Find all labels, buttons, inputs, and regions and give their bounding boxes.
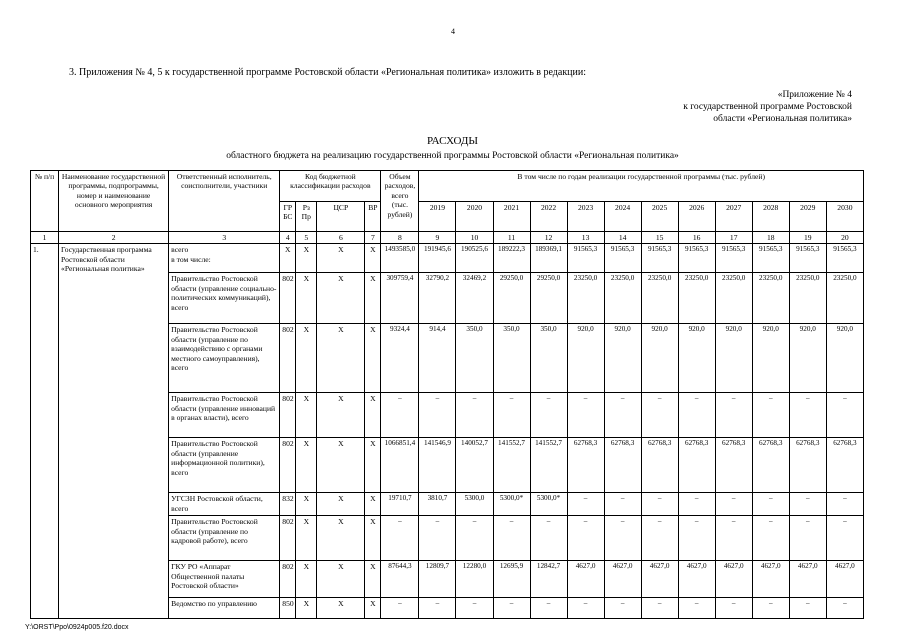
csr-cell: X (317, 493, 365, 516)
year-value-cell: – (826, 598, 863, 619)
year-value-cell: 91565,3 (641, 244, 678, 273)
year-value-cell: 4627,0 (567, 561, 604, 598)
year-value-cell: 62768,3 (641, 438, 678, 493)
column-number: 17 (715, 232, 752, 244)
year-value-cell: – (493, 516, 530, 561)
year-value-cell: – (493, 393, 530, 438)
year-value-cell: 5300,0* (530, 493, 567, 516)
grbs-cell: X (280, 244, 296, 273)
appendix-line-1: «Приложение № 4 (777, 90, 852, 100)
rzpr-cell: X (296, 516, 317, 561)
year-value-cell: 920,0 (567, 324, 604, 393)
header-year: 2025 (641, 201, 678, 232)
total-cell: 87644,3 (381, 561, 419, 598)
year-value-cell: – (752, 493, 789, 516)
header-year: 2023 (567, 201, 604, 232)
year-value-cell: 91565,3 (678, 244, 715, 273)
year-value-cell: – (456, 598, 493, 619)
year-value-cell: – (530, 393, 567, 438)
year-value-cell: – (604, 393, 641, 438)
column-number: 3 (169, 232, 280, 244)
year-value-cell: – (789, 493, 826, 516)
column-number: 9 (419, 232, 456, 244)
year-value-cell: – (826, 516, 863, 561)
column-number: 1 (31, 232, 59, 244)
year-value-cell: 141552,7 (530, 438, 567, 493)
total-cell: – (381, 393, 419, 438)
header-no: № п/п (31, 171, 59, 232)
vr-cell: X (365, 438, 381, 493)
vr-cell: X (365, 598, 381, 619)
year-value-cell: 920,0 (752, 324, 789, 393)
rzpr-cell: X (296, 273, 317, 324)
year-value-cell: – (678, 516, 715, 561)
year-value-cell: 920,0 (641, 324, 678, 393)
csr-cell: X (317, 244, 365, 273)
year-value-cell: 29250,0 (493, 273, 530, 324)
year-value-cell: 189369,1 (530, 244, 567, 273)
year-value-cell: – (752, 516, 789, 561)
header-name: Наименование государственной программы, подпрограммы, номер и наименование основного мероприятия (59, 171, 169, 232)
total-cell: 309759,4 (381, 273, 419, 324)
executor-cell: Правительство Ростовской области (управление социально-политических коммуникаций), всего (169, 273, 280, 324)
rzpr-cell: X (296, 324, 317, 393)
executor-cell: Правительство Ростовской области (управление по взаимодействию с органами местного самоуправления), всего (169, 324, 280, 393)
column-number: 12 (530, 232, 567, 244)
year-value-cell: 141546,9 (419, 438, 456, 493)
year-value-cell: 91565,3 (789, 244, 826, 273)
total-cell: – (381, 516, 419, 561)
year-value-cell: 3810,7 (419, 493, 456, 516)
header-vr: ВР (365, 201, 381, 232)
rzpr-cell: X (296, 438, 317, 493)
year-value-cell: – (715, 516, 752, 561)
csr-cell: X (317, 598, 365, 619)
year-value-cell: 12280,0 (456, 561, 493, 598)
executor-cell: Ведомство по управлению (169, 598, 280, 619)
year-value-cell: 91565,3 (567, 244, 604, 273)
year-value-cell: – (419, 516, 456, 561)
total-cell: 1493585,0 (381, 244, 419, 273)
year-value-cell: – (604, 516, 641, 561)
header-rzpr: Рз Пр (296, 201, 317, 232)
page-number: 4 (451, 27, 455, 36)
year-value-cell: 914,4 (419, 324, 456, 393)
year-value-cell: 920,0 (789, 324, 826, 393)
total-cell: 19710,7 (381, 493, 419, 516)
year-value-cell: – (530, 598, 567, 619)
year-value-cell: 62768,3 (752, 438, 789, 493)
appendix-heading (622, 89, 852, 125)
csr-cell: X (317, 273, 365, 324)
year-value-cell: 91565,3 (752, 244, 789, 273)
vr-cell: X (365, 561, 381, 598)
year-value-cell: 5300,0 (456, 493, 493, 516)
rzpr-cell: X (296, 598, 317, 619)
year-value-cell: – (789, 598, 826, 619)
program-name: Государственная программа Ростовской области «Региональная политика» (59, 244, 169, 619)
vr-cell: X (365, 324, 381, 393)
column-number-row (31, 232, 864, 244)
year-value-cell: 62768,3 (678, 438, 715, 493)
year-value-cell: – (641, 393, 678, 438)
grbs-cell: 802 (280, 393, 296, 438)
year-value-cell: 23250,0 (715, 273, 752, 324)
header-grbs: ГР БС (280, 201, 296, 232)
year-value-cell: 62768,3 (789, 438, 826, 493)
year-value-cell: 23250,0 (826, 273, 863, 324)
year-value-cell: 23250,0 (752, 273, 789, 324)
year-value-cell: 4627,0 (715, 561, 752, 598)
vr-cell: X (365, 244, 381, 273)
year-value-cell: 920,0 (826, 324, 863, 393)
grbs-cell: 802 (280, 273, 296, 324)
header-year: 2028 (752, 201, 789, 232)
total-cell: 1066851,4 (381, 438, 419, 493)
year-value-cell: 91565,3 (715, 244, 752, 273)
year-value-cell: 4627,0 (604, 561, 641, 598)
year-value-cell: 350,0 (493, 324, 530, 393)
year-value-cell: 190525,6 (456, 244, 493, 273)
year-value-cell: 62768,3 (826, 438, 863, 493)
year-value-cell: 62768,3 (715, 438, 752, 493)
year-value-cell: 91565,3 (826, 244, 863, 273)
column-number: 10 (456, 232, 493, 244)
year-value-cell: 4627,0 (826, 561, 863, 598)
header-year: 2026 (678, 201, 715, 232)
year-value-cell: – (678, 393, 715, 438)
year-value-cell: – (752, 393, 789, 438)
year-value-cell: 5300,0* (493, 493, 530, 516)
year-value-cell: – (419, 598, 456, 619)
executor-cell: Правительство Ростовской области (управление информационной политики), всего (169, 438, 280, 493)
column-number: 2 (59, 232, 169, 244)
csr-cell: X (317, 516, 365, 561)
year-value-cell: – (678, 598, 715, 619)
year-value-cell: – (604, 598, 641, 619)
year-value-cell: 920,0 (715, 324, 752, 393)
header-year: 2022 (530, 201, 567, 232)
year-value-cell: – (456, 516, 493, 561)
grbs-cell: 802 (280, 324, 296, 393)
column-number: 6 (317, 232, 365, 244)
csr-cell: X (317, 393, 365, 438)
column-number: 14 (604, 232, 641, 244)
year-value-cell: 189222,3 (493, 244, 530, 273)
year-value-cell: – (789, 516, 826, 561)
year-value-cell: – (715, 393, 752, 438)
rzpr-cell: X (296, 393, 317, 438)
year-value-cell: 140052,7 (456, 438, 493, 493)
column-number: 8 (381, 232, 419, 244)
year-value-cell: – (826, 493, 863, 516)
year-value-cell: – (789, 393, 826, 438)
column-number: 13 (567, 232, 604, 244)
vr-cell: X (365, 393, 381, 438)
year-value-cell: – (641, 493, 678, 516)
column-number: 4 (280, 232, 296, 244)
year-value-cell: 29250,0 (530, 273, 567, 324)
year-value-cell: – (715, 493, 752, 516)
year-value-cell: 920,0 (678, 324, 715, 393)
year-value-cell: – (678, 493, 715, 516)
column-number: 20 (826, 232, 863, 244)
rzpr-cell: X (296, 244, 317, 273)
year-value-cell: 62768,3 (567, 438, 604, 493)
header-row (31, 171, 864, 202)
header-year: 2021 (493, 201, 530, 232)
header-year: 2030 (826, 201, 863, 232)
year-value-cell: 4627,0 (789, 561, 826, 598)
year-value-cell: – (456, 393, 493, 438)
grbs-cell: 850 (280, 598, 296, 619)
csr-cell: X (317, 324, 365, 393)
year-value-cell: 12842,7 (530, 561, 567, 598)
year-value-cell: – (641, 598, 678, 619)
header-by-years: В том числе по годам реализации государственной программы (тыс. рублей) (419, 171, 864, 202)
grbs-cell: 832 (280, 493, 296, 516)
year-value-cell: – (715, 598, 752, 619)
intro-paragraph: 3. Приложения № 4, 5 к государственной программе Ростовской области «Региональная политика» изложить в редакции: (69, 67, 587, 78)
year-value-cell: 32790,2 (419, 273, 456, 324)
grbs-cell: 802 (280, 516, 296, 561)
column-number: 5 (296, 232, 317, 244)
year-value-cell: – (641, 516, 678, 561)
vr-cell: X (365, 273, 381, 324)
year-value-cell: – (567, 598, 604, 619)
column-number: 15 (641, 232, 678, 244)
grbs-cell: 802 (280, 438, 296, 493)
year-value-cell: 23250,0 (789, 273, 826, 324)
year-value-cell: 350,0 (530, 324, 567, 393)
header-csr: ЦСР (317, 201, 365, 232)
year-value-cell: – (752, 598, 789, 619)
year-value-cell: 12695,9 (493, 561, 530, 598)
year-value-cell: – (604, 493, 641, 516)
program-number: 1. (31, 244, 59, 619)
table-row (31, 244, 864, 273)
vr-cell: X (365, 516, 381, 561)
grbs-cell: 802 (280, 561, 296, 598)
total-cell: 9324,4 (381, 324, 419, 393)
header-budget-code: Код бюджетной классификации расходов (280, 171, 381, 202)
year-value-cell: 62768,3 (604, 438, 641, 493)
column-number: 19 (789, 232, 826, 244)
column-number: 11 (493, 232, 530, 244)
year-value-cell: – (567, 393, 604, 438)
year-value-cell: 32469,2 (456, 273, 493, 324)
appendix-line-3: области «Региональная политика» (713, 114, 852, 124)
header-year: 2024 (604, 201, 641, 232)
year-value-cell: 4627,0 (678, 561, 715, 598)
year-value-cell: 191945,6 (419, 244, 456, 273)
year-value-cell: – (567, 493, 604, 516)
header-volume: Объем расходов, всего (тыс. рублей) (381, 171, 419, 232)
year-value-cell: 12809,7 (419, 561, 456, 598)
vr-cell: X (365, 493, 381, 516)
year-value-cell: 141552,7 (493, 438, 530, 493)
header-executor: Ответственный исполнитель, соисполнители, участники (169, 171, 280, 232)
header-year: 2019 (419, 201, 456, 232)
year-value-cell: 91565,3 (604, 244, 641, 273)
year-value-cell: 23250,0 (641, 273, 678, 324)
column-number: 18 (752, 232, 789, 244)
expenses-table (30, 170, 864, 619)
executor-cell: Правительство Ростовской области (управление по кадровой работе), всего (169, 516, 280, 561)
year-value-cell: – (826, 393, 863, 438)
header-year: 2029 (789, 201, 826, 232)
year-value-cell: 350,0 (456, 324, 493, 393)
csr-cell: X (317, 561, 365, 598)
year-value-cell: – (530, 516, 567, 561)
year-value-cell: – (493, 598, 530, 619)
year-value-cell: 23250,0 (567, 273, 604, 324)
executor-cell: УГСЗН Ростовской области, всего (169, 493, 280, 516)
csr-cell: X (317, 438, 365, 493)
year-value-cell: – (419, 393, 456, 438)
total-cell: – (381, 598, 419, 619)
executor-cell: всего в том числе: (169, 244, 280, 273)
header-year: 2020 (456, 201, 493, 232)
year-value-cell: 4627,0 (752, 561, 789, 598)
report-subtitle: областного бюджета на реализацию государственной программы Ростовской области «Региональная политика» (226, 151, 679, 161)
column-number: 7 (365, 232, 381, 244)
year-value-cell: 23250,0 (678, 273, 715, 324)
appendix-line-2: к государственной программе Ростовской (683, 102, 852, 112)
rzpr-cell: X (296, 493, 317, 516)
year-value-cell: 920,0 (604, 324, 641, 393)
report-title: РАСХОДЫ (426, 135, 479, 147)
file-reference: Y:\ORST\Ppo\0924p005.f20.docx (25, 624, 129, 631)
year-value-cell: 23250,0 (604, 273, 641, 324)
header-year: 2027 (715, 201, 752, 232)
executor-cell: Правительство Ростовской области (управление инноваций в органах власти), всего (169, 393, 280, 438)
rzpr-cell: X (296, 561, 317, 598)
year-value-cell: – (567, 516, 604, 561)
year-value-cell: 4627,0 (641, 561, 678, 598)
column-number: 16 (678, 232, 715, 244)
executor-cell: ГКУ РО «Аппарат Общественной палаты Ростовской области» (169, 561, 280, 598)
